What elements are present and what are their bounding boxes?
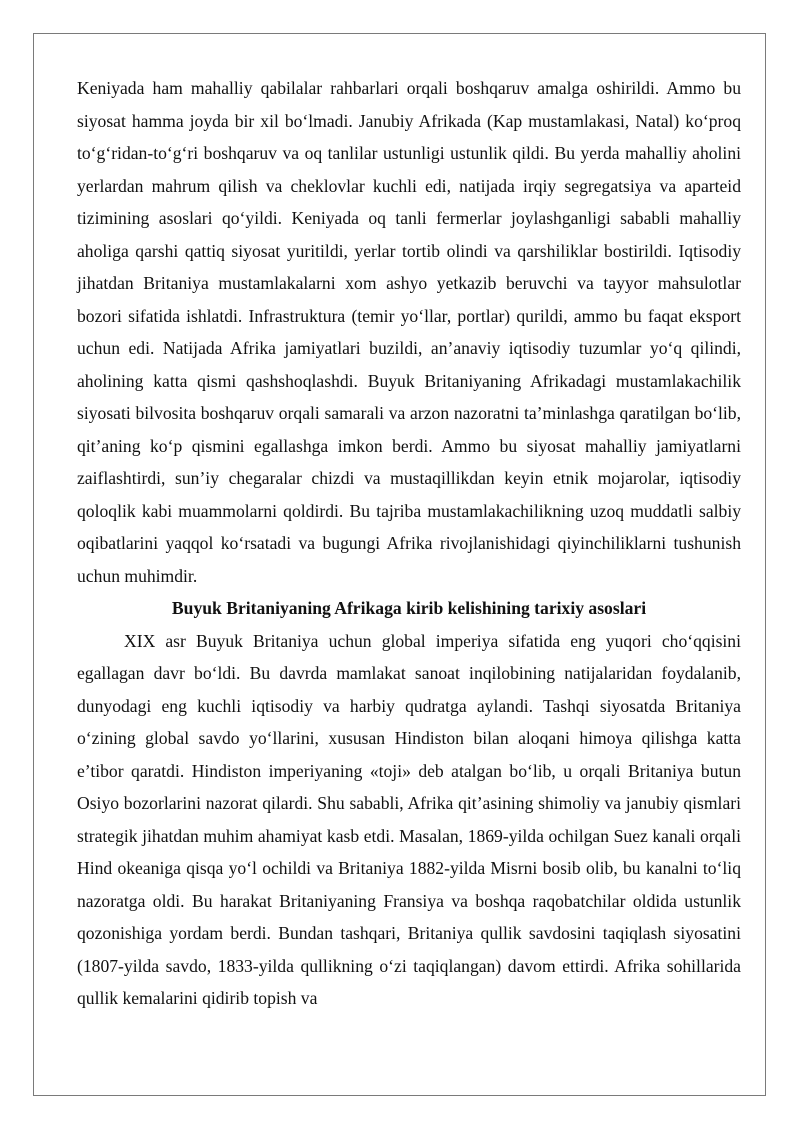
body-paragraph: Keniyada ham mahalliy qabilalar rahbarlari orqali boshqaruv amalga oshirildi. Ammo bu siyosat hamma joyda bir xil bo‘lmadi. Janubiy Afrikada (Kap mustamlakasi, Natal) ko‘proq to‘g‘ridan-to‘g‘ri boshqaruv va oq tanlilar ustunligi ustunlik qildi. Bu yerda mahalliy aholini yerlardan mahrum qilish va cheklovlar kuchli edi, natijada irqiy segregatsiya va aparteid tizimining asoslari qo‘yildi. Keniyada oq tanli fermerlar joylashganligi sababli mahalliy aholiga qarshi qattiq siyosat yuritildi, yerlar tortib olindi va qarshiliklar bostirildi. Iqtisodiy jihatdan Britaniya mustamlakalarni xom ashyo yetkazib beruvchi va tayyor mahsulotlar bozori sifatida ishlatdi. Infrastruktura (temir yo‘llar, portlar) qurildi, ammo bu faqat eksport uchun edi. Natijada Afrika jamiyatlari buzildi, an’anaviy iqtisodiy tuzumlar yo‘q qilindi, aholining katta qismi qashshoqlashdi. Buyuk Britaniyaning Afrikadagi mustamlakachilik siyosati bilvosita boshqaruv orqali samarali va arzon nazoratni ta’minlashga qaratilgan bo‘lib, qit’aning ko‘p qismini egallashga imkon berdi. Ammo bu siyosat mahalliy jamiyatlarni zaiflashtirdi, sun’iy chegaralar chizdi va mustaqillikdan keyin etnik mojarolar, iqtisodiy qoloqlik kabi muammolarni qoldirdi. Bu tajriba mustamlakachilikning uzoq muddatli salbiy oqibatlarini yaqqol ko‘rsatadi va bugungi Afrika rivojlanishidagi qiyinchiliklarni tushunish uchun muhimdir. <box>77 78 741 586</box>
document-body <box>77 72 741 1015</box>
body-paragraph: XIX asr Buyuk Britaniya uchun global imperiya sifatida eng yuqori cho‘qqisini egallagan davr bo‘ldi. Bu davrda mamlakat sanoat inqilobining natijalaridan foydalanib, dunyodagi eng kuchli iqtisodiy va harbiy qudratga aylandi. Tashqi siyosatda Britaniya o‘zining global savdo yo‘llarini, xususan Hindiston bilan aloqani himoya qilishga katta e’tibor qaratdi. Hindiston imperiyaning «toji» deb atalgan bo‘lib, u orqali Britaniya butun Osiyo bozorlarini nazorat qilardi. Shu sababli, Afrika qit’asining shimoliy va janubiy qismlari strategik jihatdan muhim ahamiyat kasb etdi. Masalan, 1869-yilda ochilgan Suez kanali orqali Hind okeaniga qisqa yo‘l ochildi va Britaniya 1882-yilda Misrni bosib olib, bu kanalni to‘liq nazoratga oldi. Bu harakat Britaniyaning Fransiya va boshqa raqobatchilar oldida ustunlik qozonishiga yordam berdi. Bundan tashqari, Britaniya qullik savdosini taqiqlash siyosatini (1807-yilda savdo, 1833-yilda qullikning o‘zi taqiqlangan) davom ettirdi. Afrika sohillarida qullik kemalarini qidirib topish va <box>77 630 741 1008</box>
section-heading: Buyuk Britaniyaning Afrikaga kirib kelishining tarixiy asoslari <box>171 598 647 618</box>
